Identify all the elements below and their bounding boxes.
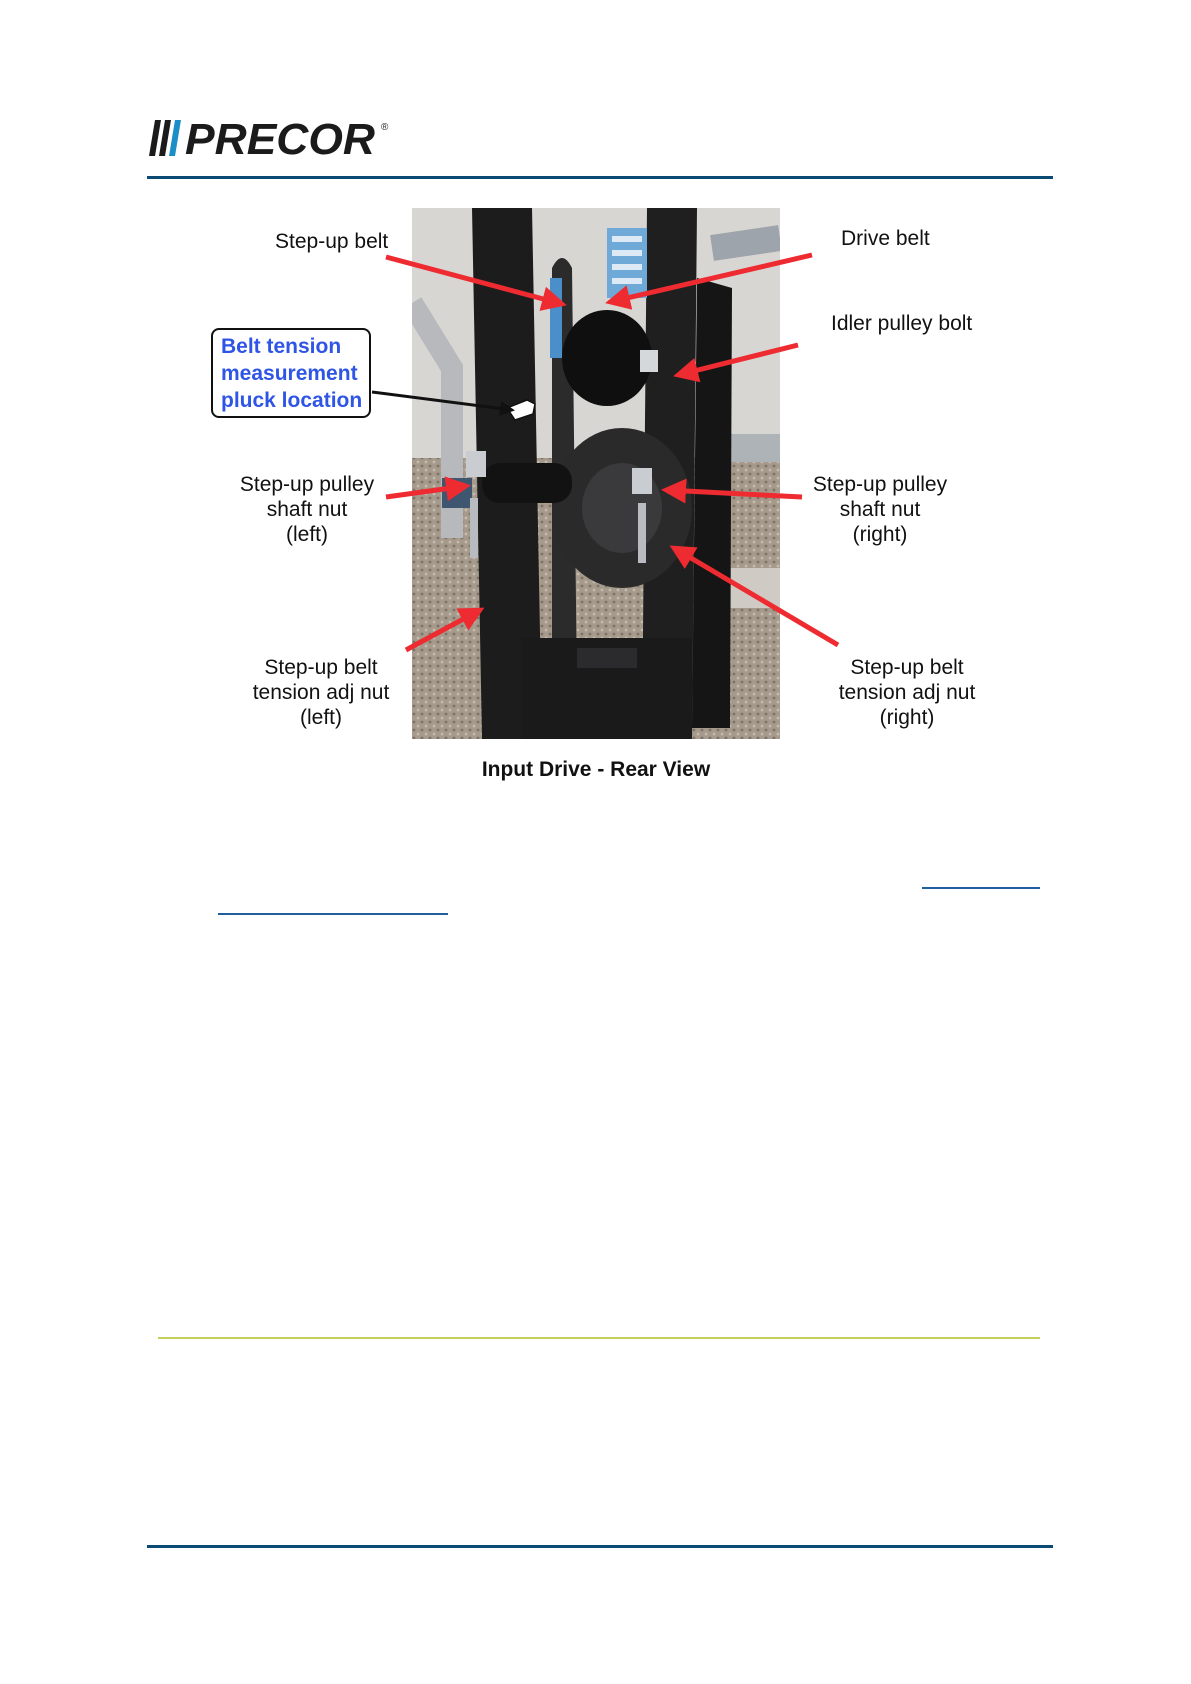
tension-nut-left-line-3: (left) [300,706,342,729]
pulley-nut-right-line-3: (right) [852,523,908,546]
callout-line-1: Belt tension [221,335,342,358]
label-drive-belt: Drive belt [841,227,930,250]
label-step-up-pulley-nut-left [232,472,382,547]
tension-nut-left-line-2: tension adj nut [252,681,390,704]
label-tension-adj-nut-right [832,655,982,730]
tension-nut-left-line-1: Step-up belt [264,656,378,679]
brand-name: PRECOR [185,116,376,160]
precor-logo [147,116,417,160]
pulley-nut-left-line-3: (left) [286,523,328,546]
pulley-nut-right-line-1: Step-up pulley [812,473,948,496]
label-step-up-pulley-nut-right [804,472,956,547]
note-divider [158,1337,1040,1339]
callout-line-3: pluck location [221,389,363,412]
hyperlink-underline-1[interactable] [922,887,1040,889]
callout-line-2: measurement [221,362,358,385]
tension-nut-right-line-3: (right) [879,706,935,729]
pulley-nut-left-line-2: shaft nut [266,498,348,521]
input-drive-photo [412,208,780,739]
tension-nut-right-line-2: tension adj nut [838,681,976,704]
footer-rule [147,1545,1053,1548]
label-tension-adj-nut-left [246,655,396,730]
pulley-nut-right-line-2: shaft nut [839,498,921,521]
pulley-nut-left-line-1: Step-up pulley [239,473,375,496]
tension-nut-right-line-1: Step-up belt [850,656,964,679]
figure-caption: Input Drive - Rear View [481,758,711,781]
header-rule [147,176,1053,179]
registered-mark: ® [381,122,389,133]
pluck-location-callout [211,328,371,418]
label-step-up-belt: Step-up belt [275,230,389,253]
hyperlink-underline-2[interactable] [218,913,448,915]
label-idler-pulley-bolt: Idler pulley bolt [831,312,973,335]
